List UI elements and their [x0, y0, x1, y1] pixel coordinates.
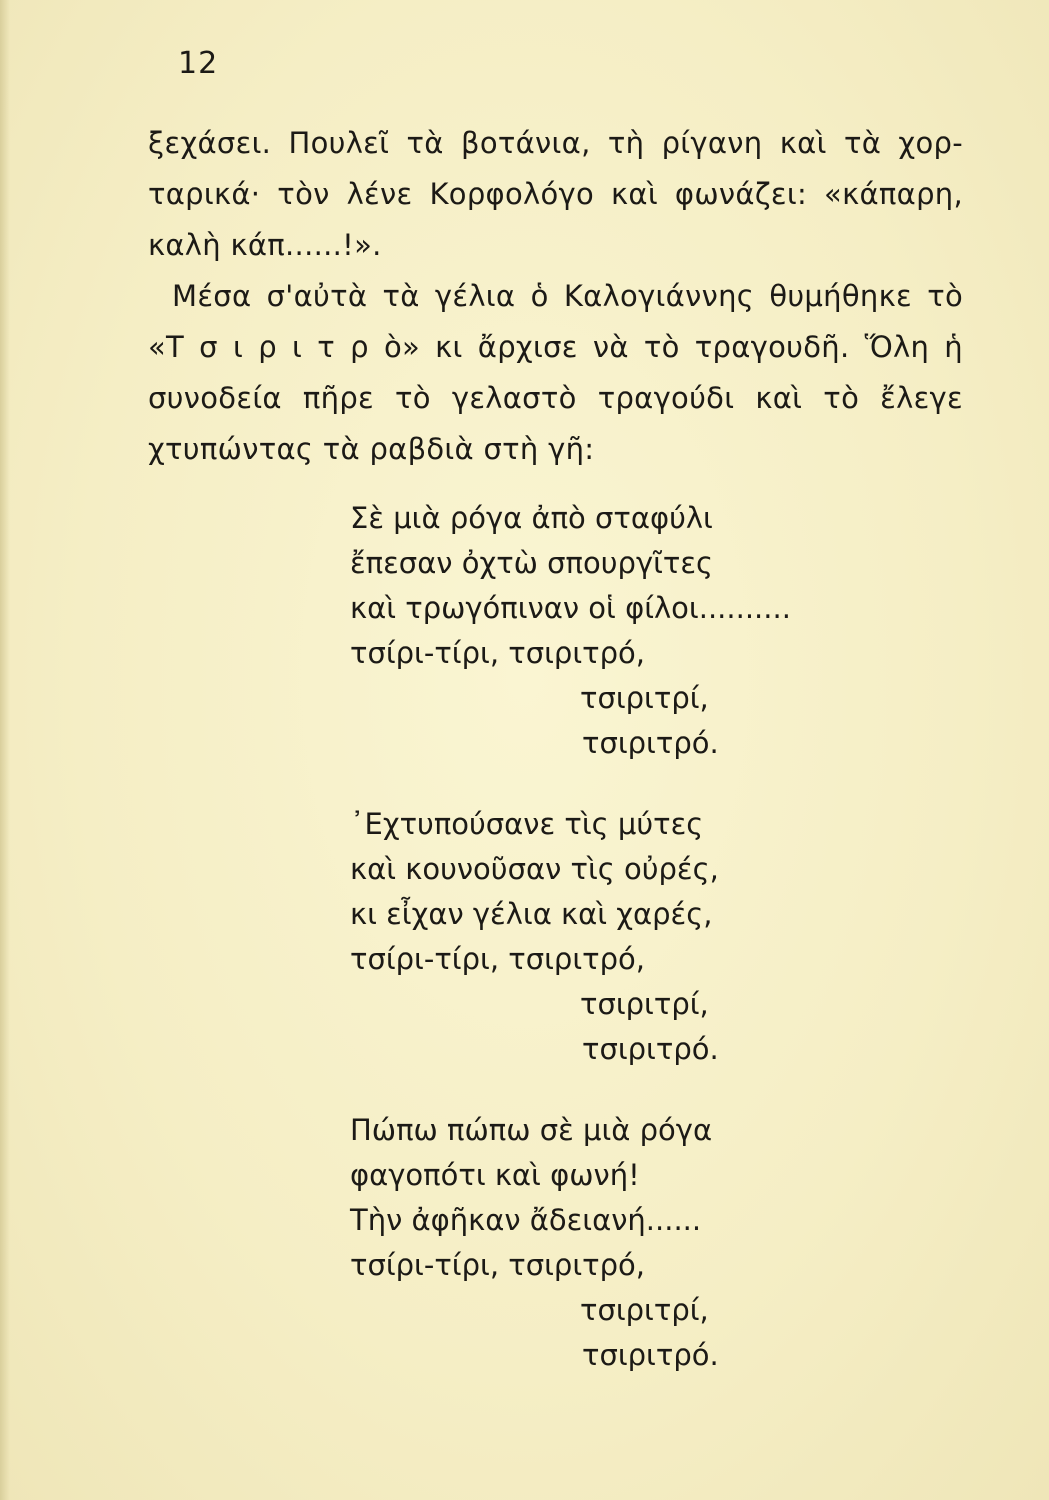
stanza-1 — [350, 496, 870, 766]
prose-line: ξεχάσει. Πουλεῖ τὰ βοτάνια, τὴ ρίγανη καὶ τὰ χορ- — [148, 126, 963, 160]
stanza-3 — [350, 1108, 870, 1378]
stanza-2 — [350, 802, 870, 1072]
refrain-line: τσιριτρί, — [580, 1293, 709, 1327]
page-binding-edge — [0, 0, 10, 1500]
verse-line: τσίρι-τίρι, τσιριτρό, — [350, 1248, 645, 1282]
prose-line: Μέσα σ'αὐτὰ τὰ γέλια ὁ Καλογιάννης θυμήθηκε τὸ — [172, 279, 963, 313]
verse-line: Σὲ μιὰ ρόγα ἀπὸ σταφύλι — [350, 501, 713, 535]
refrain-line: τσιριτρί, — [580, 987, 709, 1021]
prose-line: ταρικά· τὸν λένε Κορφολόγο καὶ φωνάζει: «κάπαρη, — [148, 177, 963, 211]
prose-line: «Τ σ ι ρ ι τ ρ ὸ» κι ἄρχισε νὰ τὸ τραγουδῆ. Ὅλη ἡ — [148, 330, 963, 364]
prose-paragraphs — [148, 118, 963, 475]
verse-line: τσίρι-τίρι, τσιριτρό, — [350, 942, 645, 976]
verse-line: καὶ τρωγόπιναν οἱ φίλοι.......... — [350, 591, 791, 625]
refrain-line: τσιριτρί, — [580, 681, 709, 715]
prose-line: καλὴ κάπ......!». — [148, 228, 382, 262]
refrain-line: τσιριτρό. — [582, 1032, 719, 1066]
page-number: 12 — [178, 46, 219, 81]
refrain-line: τσιριτρό. — [582, 726, 719, 760]
verse-line: Πώπω πώπω σὲ μιὰ ρόγα — [350, 1113, 713, 1147]
song-verses — [350, 496, 870, 1414]
verse-line: Τὴν ἀφῆκαν ἄδειανή...... — [350, 1203, 702, 1237]
verse-line: ἔπεσαν ὀχτὼ σπουργῖτες — [350, 546, 714, 580]
prose-line: χτυπώντας τὰ ραβδιὰ στὴ γῆ: — [148, 432, 595, 466]
refrain-line: τσιριτρό. — [582, 1338, 719, 1372]
verse-line: ᾿Εχτυπούσανε τὶς μύτες — [350, 807, 704, 841]
verse-line: τσίρι-τίρι, τσιριτρό, — [350, 636, 645, 670]
verse-line: κι εἶχαν γέλια καὶ χαρές, — [350, 897, 713, 931]
prose-line: συνοδεία πῆρε τὸ γελαστὸ τραγούδι καὶ τὸ ἔλεγε — [148, 381, 963, 415]
verse-line: φαγοπότι καὶ φωνή! — [350, 1158, 640, 1192]
verse-line: καὶ κουνοῦσαν τὶς οὐρές, — [350, 852, 719, 886]
